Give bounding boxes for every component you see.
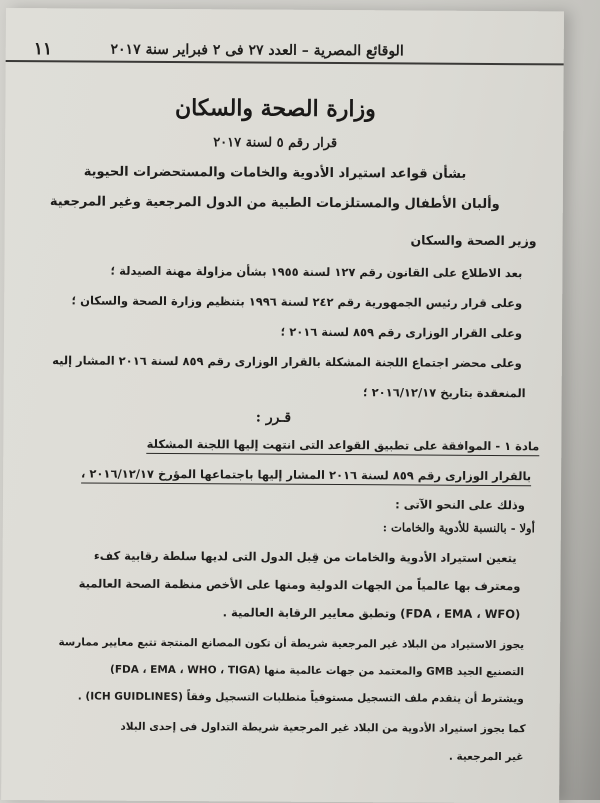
article-1-line-3: وذلك على النحو الآتى : <box>395 497 526 513</box>
gazette-header-title: الوقائع المصرية – العدد ٢٧ فى ٢ فبراير سنة ٢٠١٧ <box>110 41 404 60</box>
body2-line-1: يجوز الاستيراد من البلاد غير المرجعية شريطة أن تكون المصانع المنتجة تتبع معايير ممارسة <box>58 636 525 652</box>
decree-number: قرار رقم ٥ لسنة ٢٠١٧ <box>213 135 338 152</box>
body2-line-4: كما يجوز استيراد الأدوية من البلاد غير المرجعية شريطة التداول فى إحدى البلاد <box>120 720 526 736</box>
decided-heading: قـرر : <box>255 409 292 426</box>
body1-line-2: ومعترف بها عالمياً من الجهات الدولية ومنها على الأخص منظمة الصحة العالمية <box>78 576 521 594</box>
article-1-line-1: مادة ١ - الموافقة على تطبيق القواعد التى انتهت إليها اللجنة المشكلة <box>147 437 540 456</box>
minister-title: وزير الصحة والسكان <box>410 232 537 249</box>
page-number: ١١ <box>33 39 53 60</box>
preamble-line-3: وعلى القرار الوزارى رقم ٨٥٩ لسنة ٢٠١٦ ؛ <box>280 324 523 341</box>
preamble-line-4: وعلى محضر اجتماع اللجنة المشكلة بالقرار الوزارى رقم ٨٥٩ لسنة ٢٠١٦ المشار إليه <box>52 353 522 371</box>
section-first-heading: أولا - بالنسبة للأدوية والخامات : <box>382 520 535 536</box>
preamble-line-2: وعلى قرار رئيس الجمهورية رقم ٢٤٢ لسنة ١٩٩٦ بتنظيم وزارة الصحة والسكان ؛ <box>71 293 523 311</box>
body2-line-5: غير المرجعية . <box>448 750 524 764</box>
subject-line-2: وألبان الأطفال والمستلزمات الطبية من الدول المرجعية وغير المرجعية <box>49 194 500 213</box>
document-page <box>1 8 564 803</box>
preamble-line-1: بعد الاطلاع على القانون رقم ١٢٧ لسنة ١٩٥٥ بشأن مزاولة مهنة الصيدلة ؛ <box>110 263 523 281</box>
body2-line-2: التصنيع الجيد GMB والمعتمد من جهات عالمية منها (FDA ، EMA ، WHO ، TIGA) <box>110 663 524 679</box>
body1-line-3: (FDA ، EMA ، WFO) وتطبق معايير الرقابة العالمية . <box>222 605 521 622</box>
preamble-line-5: المنعقدة بتاريخ ٢٠١٦/١٢/١٧ ؛ <box>363 385 526 401</box>
article-1-line-2: بالقرار الوزارى رقم ٨٥٩ لسنة ٢٠١٦ المشار إليها باجتماعها المؤرخ ٢٠١٦/١٢/١٧ ، <box>81 466 531 486</box>
body2-line-3: ويشترط أن يتقدم ملف التسجيل مستوفياً متطلبات التسجيل وفقاً (ICH GUIDLINES) . <box>77 690 524 706</box>
ministry-title: وزارة الصحة والسكان <box>174 95 376 123</box>
header-rule <box>6 60 564 65</box>
subject-line-1: بشأن قواعد استيراد الأدوية والخامات والمستحضرات الحيوية <box>83 164 467 182</box>
body1-line-1: يتعين استيراد الأدوية والخامات من قِبل الدول التى لديها سلطة رقابية كفء <box>93 548 517 566</box>
